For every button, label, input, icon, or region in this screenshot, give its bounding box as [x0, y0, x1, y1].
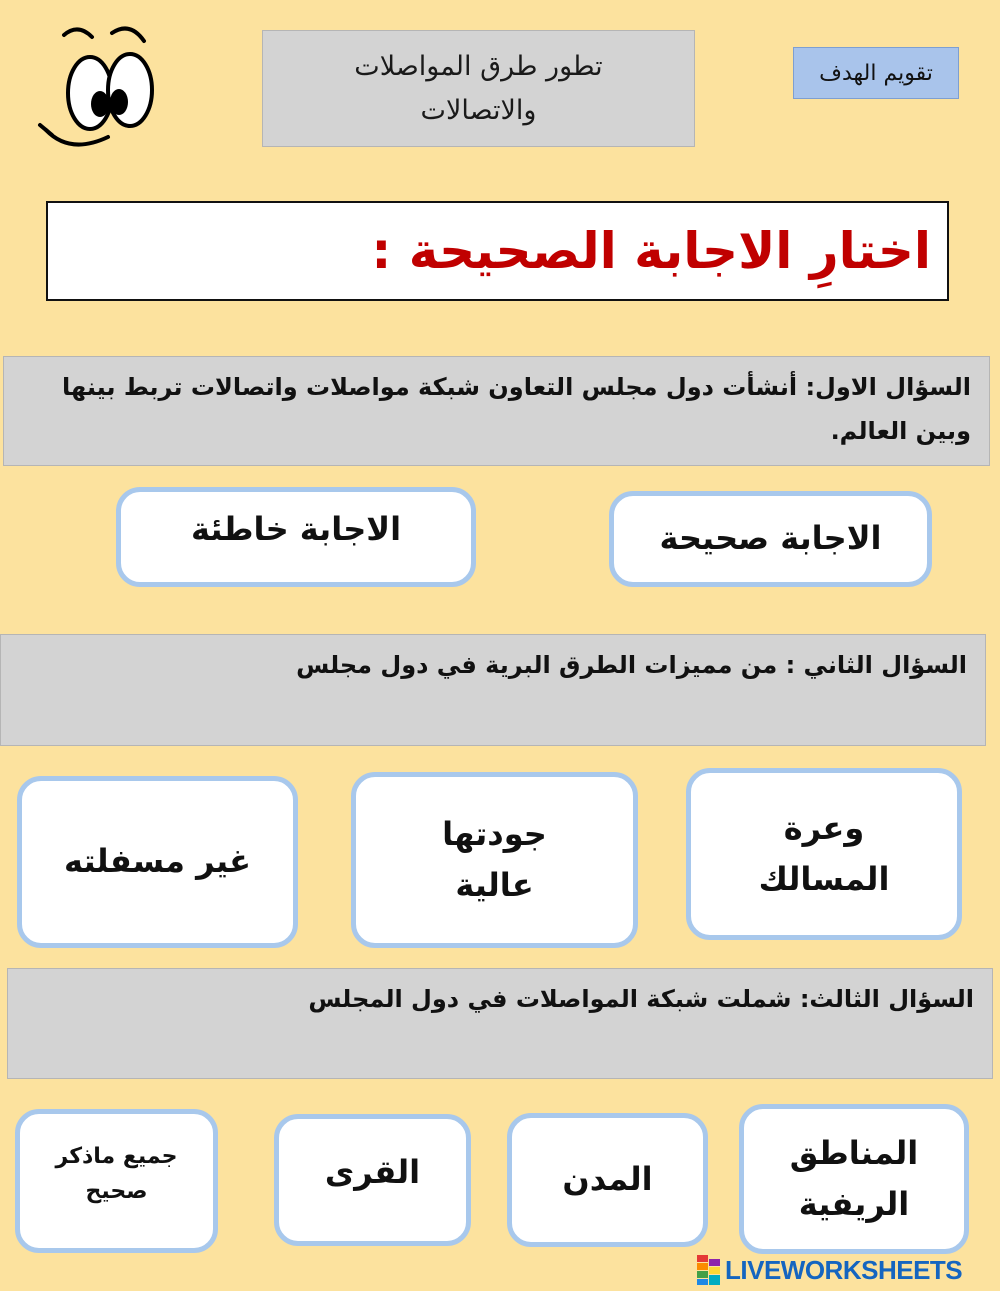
q2-option-high-quality-label: جودتها عالية — [442, 814, 547, 904]
q3-option-villages[interactable]: القرى — [274, 1114, 471, 1246]
question-2: السؤال الثاني : من مميزات الطرق البرية في دول مجلس — [0, 634, 986, 746]
q3-option-cities[interactable]: المدن — [507, 1113, 708, 1247]
liveworksheets-logo — [697, 1253, 997, 1287]
goal-assessment-tag: تقويم الهدف — [793, 47, 959, 99]
instruction-heading: اختارِ الاجابة الصحيحة : — [46, 201, 949, 301]
lesson-title-line2: والاتصالات — [420, 94, 537, 126]
question-1: السؤال الاول: أنشأت دول مجلس التعاون شبكة مواصلات واتصالات تربط بينها وبين العالم. — [3, 356, 990, 466]
lesson-title-line1: تطور طرق المواصلات — [354, 50, 603, 82]
lesson-title — [262, 30, 695, 147]
q1-option-false[interactable]: الاجابة خاطئة — [116, 487, 476, 587]
smiley-face-icon — [30, 25, 175, 160]
q2-option-unpaved[interactable]: غير مسفلته — [17, 776, 298, 948]
liveworksheets-logo-text: LIVEWORKSHEETS — [725, 1254, 963, 1285]
question-3: السؤال الثالث: شملت شبكة المواصلات في دول المجلس — [7, 968, 993, 1079]
q3-option-all-correct[interactable] — [15, 1109, 218, 1253]
q2-option-high-quality[interactable] — [351, 772, 638, 948]
q2-option-rugged-roads-label: وعرة المسالك — [758, 808, 890, 898]
q3-option-all-correct-label: جميع ماذكر صحيح — [55, 1143, 178, 1204]
q3-option-rural-areas[interactable] — [739, 1104, 969, 1254]
q3-option-rural-areas-label: المناطق الريفية — [789, 1133, 919, 1223]
q2-option-rugged-roads[interactable] — [686, 768, 962, 940]
q1-option-true[interactable]: الاجابة صحيحة — [609, 491, 932, 587]
liveworksheets-blocks-icon — [697, 1255, 721, 1285]
